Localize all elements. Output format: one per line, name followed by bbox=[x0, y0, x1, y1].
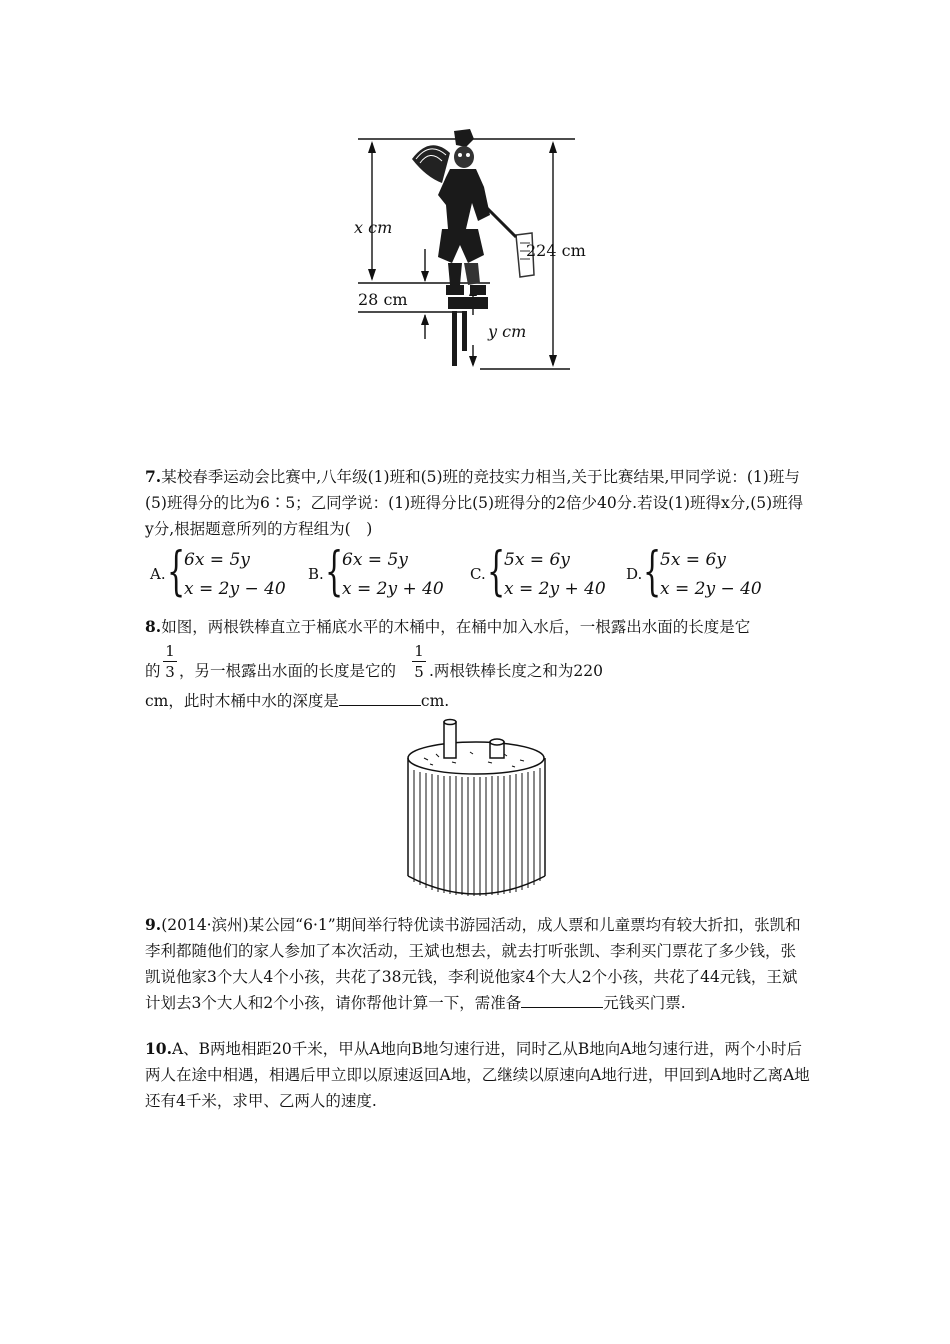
option-d-eq1: 5x = 6y bbox=[660, 550, 726, 570]
option-d-eq2: x = 2y − 40 bbox=[660, 579, 762, 599]
question-8-line3-b: cm. bbox=[420, 692, 450, 710]
fraction-2-denominator: 5 bbox=[414, 663, 424, 681]
question-9 bbox=[145, 912, 810, 1016]
question-8-line3 bbox=[145, 688, 810, 714]
brace-icon: { bbox=[487, 542, 506, 602]
28-cm-label: 28 cm bbox=[358, 290, 408, 309]
224-cm-label: 224 cm bbox=[526, 241, 586, 260]
question-9-text-a: (2014·滨州)某公园“6·1”期间举行特优读书游园活动，成人票和儿童票均有较大折扣，张凯和李利都随他们的家人参加了本次活动，王斌也想去，就去打听张凯、李利买门票花了多少钱，张凯说他家3个大人4个小孩，共花了38元钱，李利说他家4个大人2个小孩，共花了44元钱，王斌计划去3个大人和2个小孩，请你帮他计算一下，需准备 bbox=[145, 916, 801, 1012]
option-a-eq1: 6x = 5y bbox=[184, 550, 250, 570]
answer-blank-9[interactable] bbox=[521, 991, 603, 1008]
option-a-eq2: x = 2y − 40 bbox=[184, 579, 286, 599]
question-10-number: 10. bbox=[145, 1039, 172, 1058]
question-8-post: .两根铁棒长度之和为220 bbox=[429, 662, 604, 680]
question-8-line1 bbox=[145, 614, 810, 640]
question-7-text: 某校春季运动会比赛中,八年级(1)班和(5)班的竞技实力相当,关于比赛结果,甲同学说：(1)班与(5)班得分的比为6∶5；乙同学说：(1)班得分比(5)班得分的2倍少40分.若设(1)班得x分,(5)班得y分,根据题意所列的方程组为( ) bbox=[145, 468, 804, 538]
question-9-text-b: 元钱买门票. bbox=[603, 994, 686, 1012]
brace-icon: { bbox=[167, 542, 186, 602]
barrel-figure bbox=[400, 716, 555, 901]
y-cm-label: y cm bbox=[488, 322, 527, 341]
question-8-line3-a: cm，此时木桶中水的深度是 bbox=[145, 692, 339, 710]
question-7-number: 7. bbox=[145, 467, 162, 486]
option-c-label: C. bbox=[470, 565, 486, 583]
x-cm-label: x cm bbox=[354, 218, 393, 237]
answer-blank-8[interactable] bbox=[339, 689, 421, 706]
fraction-one-third bbox=[163, 642, 177, 681]
fraction-1-denominator: 3 bbox=[165, 663, 175, 681]
option-b-eq1: 6x = 5y bbox=[342, 550, 408, 570]
question-8-number: 8. bbox=[145, 617, 162, 636]
brace-icon: { bbox=[325, 542, 344, 602]
option-d-label: D. bbox=[626, 565, 643, 583]
stilt-figure bbox=[350, 125, 600, 375]
option-c-eq1: 5x = 6y bbox=[504, 550, 570, 570]
question-10-text: A、B两地相距20千米，甲从A地向B地匀速行进，同时乙从B地向A地匀速行进，两个小时后两人在途中相遇，相遇后甲立即以原速返回A地，乙继续以原速向A地行进，甲回到A地时乙离A地还有4千米，求甲、乙两人的速度. bbox=[145, 1040, 810, 1110]
question-8-mid: ，另一根露出水面的长度是它的 bbox=[179, 662, 397, 680]
option-b-label: B. bbox=[308, 565, 324, 583]
fraction-one-fifth bbox=[412, 642, 426, 681]
barrel-icon bbox=[408, 720, 545, 897]
question-7 bbox=[145, 464, 810, 542]
fraction-1-numerator: 1 bbox=[165, 642, 175, 660]
question-8-text-line1: 如图，两根铁棒直立于桶底水平的木桶中，在桶中加入水后，一根露出水面的长度是它 bbox=[161, 618, 751, 636]
brace-icon: { bbox=[643, 542, 662, 602]
option-c-eq2: x = 2y + 40 bbox=[504, 579, 606, 599]
question-8-line2 bbox=[145, 642, 810, 690]
question-10 bbox=[145, 1036, 810, 1114]
option-b-eq2: x = 2y + 40 bbox=[342, 579, 444, 599]
question-7-options bbox=[150, 542, 810, 606]
question-9-number: 9. bbox=[145, 915, 162, 934]
fraction-2-numerator: 1 bbox=[414, 642, 424, 660]
question-8-pre: 的 bbox=[145, 662, 161, 680]
option-a-label: A. bbox=[150, 565, 166, 583]
